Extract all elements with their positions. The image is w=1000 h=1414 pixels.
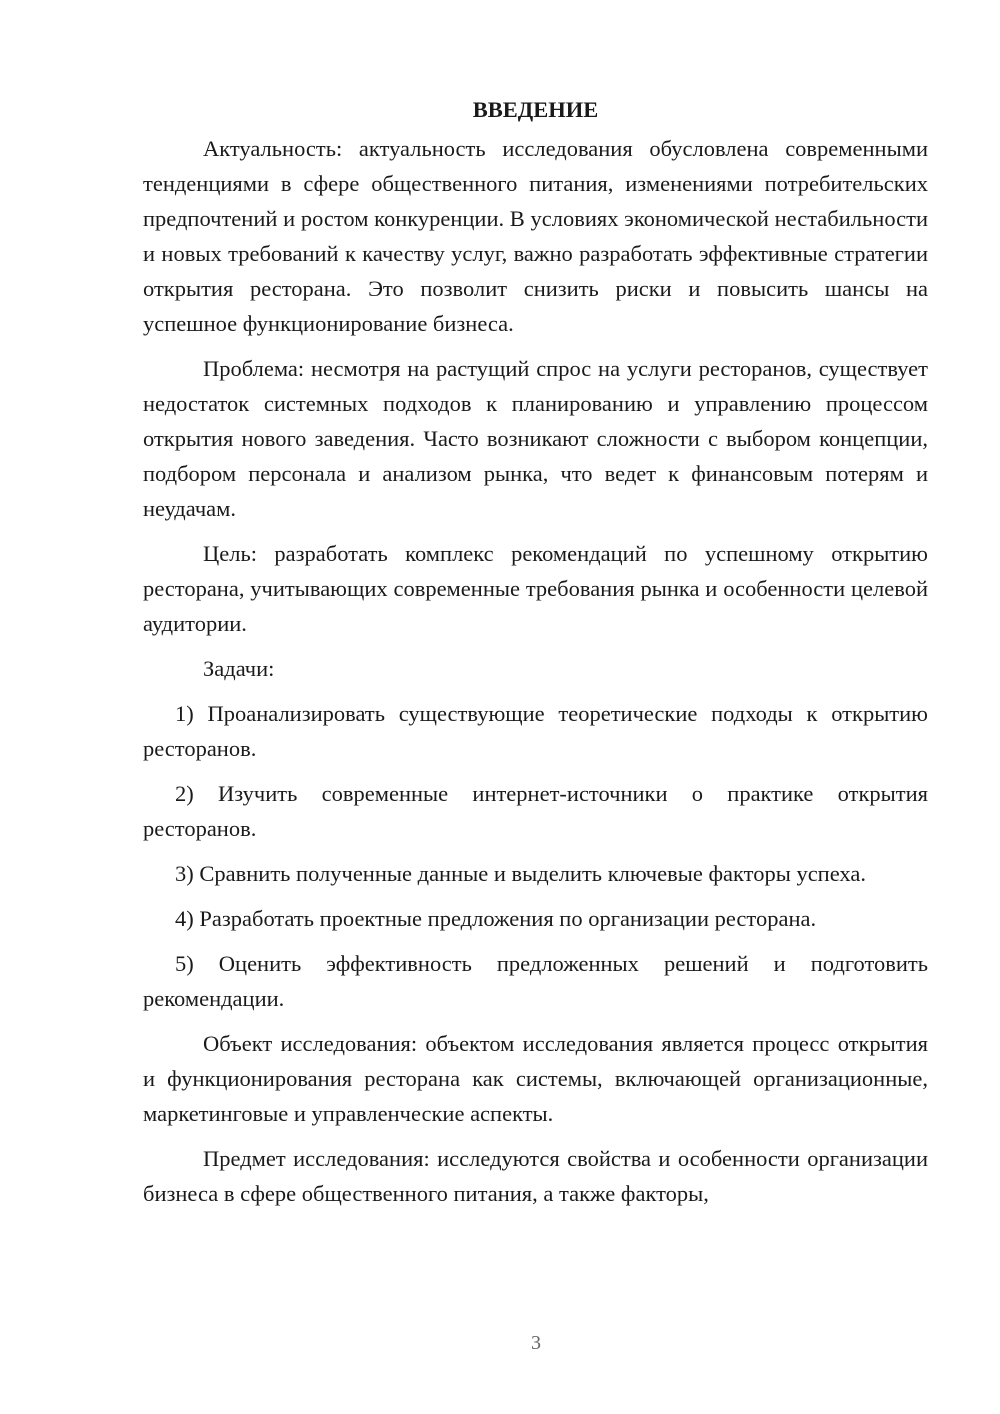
paragraph-subject: Предмет исследования: исследуются свойства и особенности организации бизнеса в сфере общественного питания, а также факторы, [143, 1146, 928, 1206]
paragraph-tasks-heading: Задачи: [203, 656, 275, 681]
paragraph-problem: Проблема: несмотря на растущий спрос на услуги ресторанов, существует недостаток системных подходов к планированию и управлению процессом открытия нового заведения. Часто возникают сложности с выбором концепции, подбором персонала и анализом рынка, что ведет к финансовым потерям и неудачам. [143, 356, 928, 521]
paragraph-object: Объект исследования: объектом исследования является процесс открытия и функционирования ресторана как системы, включающей организационные, маркетинговые и управленческие аспекты. [143, 1031, 928, 1126]
task-item-1: 1) Проанализировать существующие теоретические подходы к открытию ресторанов. [143, 701, 928, 761]
task-item-2: 2) Изучить современные интернет-источники о практике открытия ресторанов. [143, 781, 928, 841]
task-item-3: 3) Сравнить полученные данные и выделить ключевые факторы успеха. [175, 861, 866, 886]
page-content [143, 92, 928, 1221]
paragraph-relevance: Актуальность: актуальность исследования обусловлена современными тенденциями в сфере общественного питания, изменениями потребительских предпочтений и ростом конкуренции. В условиях экономической нестабильности и новых требований к качеству услуг, важно разработать эффективные стратегии открытия ресторана. Это позволит снизить риски и повысить шансы на успешное функционирование бизнеса. [143, 136, 928, 336]
paragraph-goal: Цель: разработать комплекс рекомендаций по успешному открытию ресторана, учитывающих современные требования рынка и особенности целевой аудитории. [143, 541, 928, 636]
task-item-4: 4) Разработать проектные предложения по организации ресторана. [175, 906, 817, 931]
task-item-5: 5) Оценить эффективность предложенных решений и подготовить рекомендации. [143, 951, 928, 1011]
section-title: ВВЕДЕНИЕ [472, 97, 599, 122]
page-number: 3 [531, 1332, 541, 1354]
